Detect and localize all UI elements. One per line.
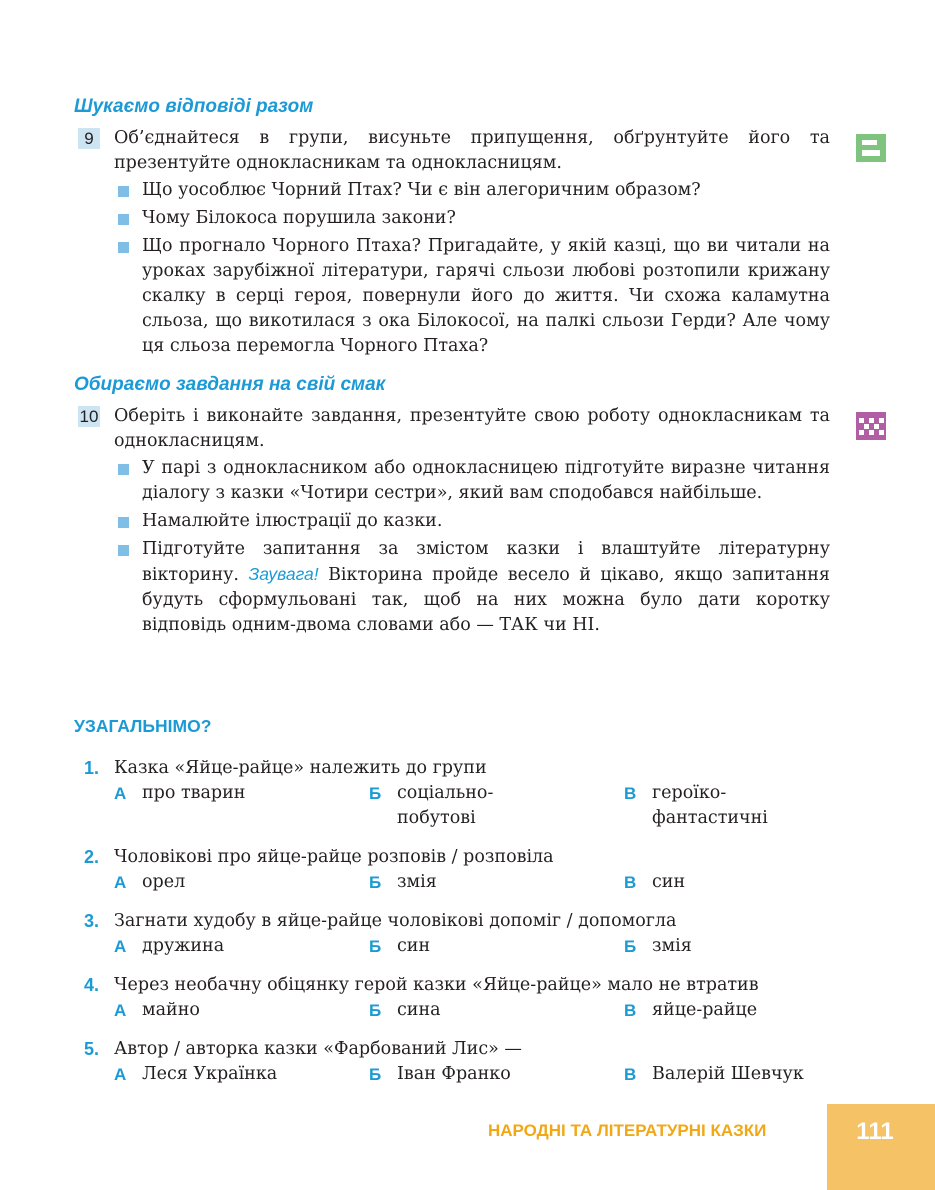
answer-option-c: В син [624,872,686,892]
question-number: 2. [84,847,100,867]
answer-option-c: В героїко-фантастичні [624,783,768,828]
bullet-item: Що прогнало Чорного Птаха? Пригадайте, у якій казці, що ви читали на уроках зарубіжної літератури, гарячі сльози любові розтопили крижану скалку в серці героя, повернули його до життя. Чи схожа каламутна сльоза, що викотилася з ока Білокосої, на палкі сльози Герди? Але чому ця сльоза перемогла Чорного Птаха? [116,234,830,359]
answer-option-a: А дружина [114,936,225,956]
bullet-item: Що уособлює Чорний Птах? Чи є він алегоричним образом? [116,178,830,203]
answer-options [114,781,834,831]
answer-option-b: Б Іван Франко [369,1064,511,1084]
bullet-square-icon [118,242,129,253]
bullet-item: У парі з однокласником або однокласницею підготуйте виразне читання діалогу з казки «Чотири сестри», який вам сподобався найбільше. [116,456,830,506]
task-lead: Оберіть і виконайте завдання, презентуйте свою роботу однокласникам та однокласницям. [114,406,830,451]
bullet-square-icon [118,545,129,556]
bullet-square-icon [118,186,129,197]
answer-options [114,998,834,1023]
answer-option-a: А про тварин [114,783,246,803]
quiz-question-5 [84,1037,834,1087]
section-heading-search-together: Шукаємо відповіді разом [74,96,314,117]
page-number-box [827,1104,935,1190]
bullet-square-icon [118,464,129,475]
page-number: 111 [856,1118,894,1145]
task-number: 9 [78,128,100,149]
task-9 [78,126,830,362]
answer-options [114,934,834,959]
task-lead: Об’єднайтеся в групи, висуньте припущення, обґрунтуйте його та презентуйте однокласникам та однокласницям. [114,128,830,173]
task-number: 10 [79,407,99,426]
chapter-title: НАРОДНІ ТА ЛІТЕРАТУРНІ КАЗКИ [488,1121,767,1140]
answer-option-a: А Леся Українка [114,1064,278,1084]
quiz-question-3 [84,909,834,959]
task-choice-icon [856,412,886,440]
answer-option-b: Б змія [369,872,437,892]
question-text: Чоловікові про яйце-райце розповів / розповіла [114,847,554,867]
answer-option-a: А орел [114,872,186,892]
bullet-square-icon [118,214,129,225]
quiz-question-4 [84,973,834,1023]
section-heading-choose-task: Обираємо завдання на свій смак [74,374,386,395]
answer-option-c: Б змія [624,936,692,956]
answer-option-c: В яйце-райце [624,1000,758,1020]
note-label: Заувага! [248,564,319,584]
quiz-question-1 [84,756,834,831]
question-number: 1. [84,758,100,778]
quiz-question-2 [84,845,834,895]
task-bullets [116,456,830,638]
question-number: 4. [84,975,100,995]
answer-options [114,870,834,895]
bullet-item: Підготуйте запитання за змістом казки і влаштуйте літературну вікторину. Заувага! Вікторина пройде весело й цікаво, якщо запитання будуть сформульовані так, щоб на них можна було дати коротку відповідь одним-двома словами або — ТАК чи НІ. [116,537,830,638]
bullet-square-icon [118,517,129,528]
question-number: 3. [84,911,100,931]
question-text: Загнати худобу в яйце-райце чоловікові допоміг / допомогла [114,911,677,931]
question-text: Казка «Яйце-райце» належить до групи [114,758,487,778]
question-text: Автор / авторка казки «Фарбований Лис» — [114,1039,522,1059]
task-bullets [116,178,830,359]
answer-options [114,1062,834,1087]
bullet-item: Намалюйте ілюстрації до казки. [116,509,830,534]
summary-heading: УЗАГАЛЬНІМО? [74,716,212,736]
answer-option-b: Б сина [369,1000,441,1020]
answer-option-a: А майно [114,1000,200,1020]
task-10 [78,404,830,641]
answer-option-b: Б соціально-побутові [369,783,494,828]
pair-work-icon [856,134,886,162]
question-number: 5. [84,1039,100,1059]
question-text: Через необачну обіцянку герой казки «Яйце-райце» мало не втратив [114,975,759,995]
answer-option-c: В Валерій Шевчук [624,1064,804,1084]
bullet-item: Чому Білокоса порушила закони? [116,206,830,231]
answer-option-b: Б син [369,936,431,956]
